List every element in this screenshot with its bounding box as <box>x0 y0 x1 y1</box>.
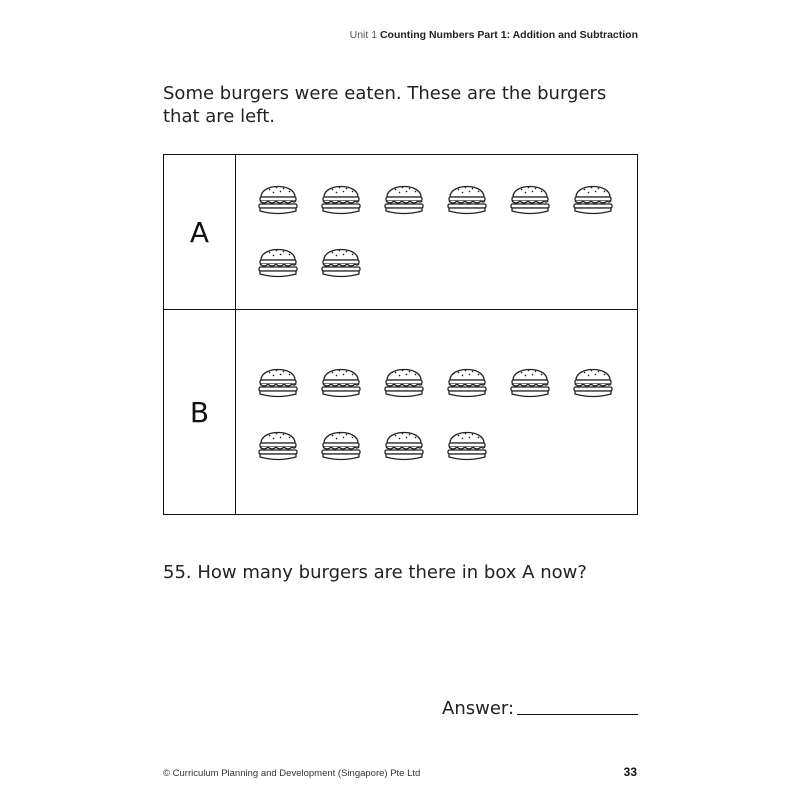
burger-icon <box>256 423 300 465</box>
burger-icon <box>508 360 552 402</box>
intro-line-1: Some burgers were eaten. These are the burgers <box>163 83 607 104</box>
box-a-label: A <box>164 155 236 309</box>
intro-text <box>163 82 633 128</box>
burger-icon <box>445 177 489 219</box>
page-header <box>350 29 638 41</box>
burger-icon <box>256 177 300 219</box>
burger-icon <box>319 360 363 402</box>
burger-icon <box>256 240 300 282</box>
answer-label: Answer: <box>442 698 515 719</box>
unit-title: Counting Numbers Part 1: Addition and Subtraction <box>379 29 638 41</box>
burger-icon <box>319 177 363 219</box>
burger-icon <box>445 360 489 402</box>
box-b-burgers <box>236 310 637 514</box>
burger-icon <box>319 240 363 282</box>
burger-icon <box>508 177 552 219</box>
burger-icon <box>382 177 426 219</box>
burger-icon <box>382 423 426 465</box>
page-number: 33 <box>623 765 637 779</box>
unit-label: Unit 1 <box>349 29 378 41</box>
copyright-text: © Curriculum Planning and Development (Singapore) Pte Ltd <box>163 768 421 779</box>
box-a-row <box>164 155 637 310</box>
question-text: 55. How many burgers are there in box A now? <box>163 562 587 583</box>
answer-blank[interactable] <box>517 714 638 715</box>
burger-icon <box>445 423 489 465</box>
box-b-row <box>164 310 637 514</box>
burger-icon <box>319 423 363 465</box>
burger-icon <box>256 360 300 402</box>
box-b-label: B <box>164 310 236 514</box>
intro-line-2: that are left. <box>163 106 275 127</box>
box-a-burgers <box>236 155 637 309</box>
burger-icon <box>382 360 426 402</box>
burger-icon <box>571 177 615 219</box>
burger-icon <box>571 360 615 402</box>
burger-table <box>163 154 638 515</box>
